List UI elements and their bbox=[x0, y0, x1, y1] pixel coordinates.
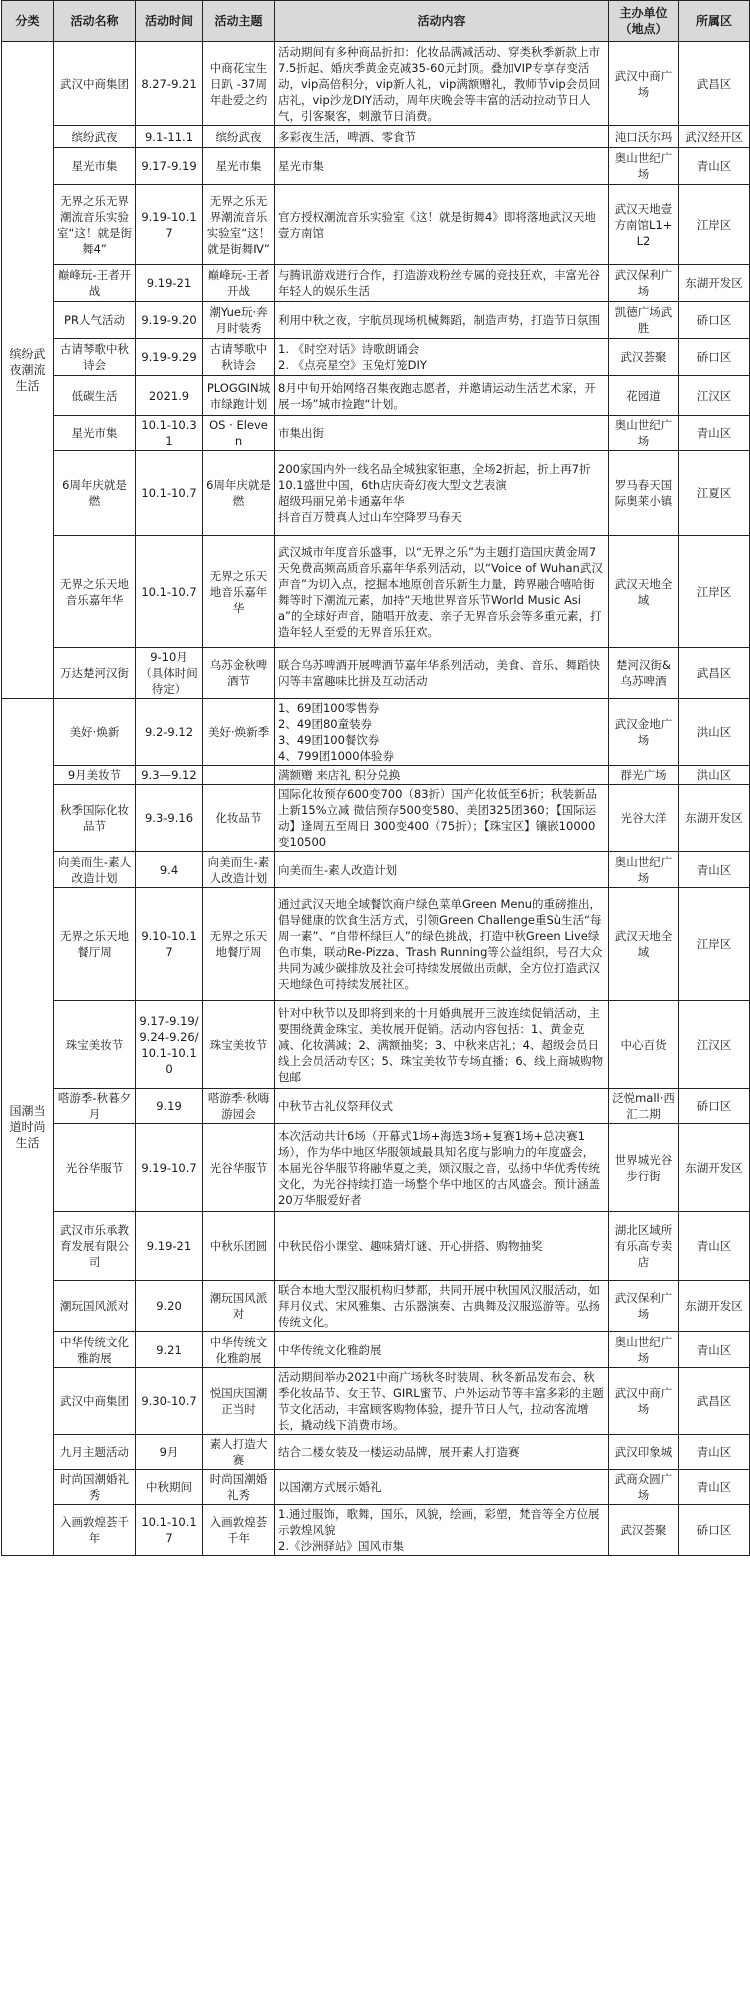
table-row bbox=[2, 1124, 750, 1212]
host-cell: 罗马春天国际奥莱小镇 bbox=[609, 451, 679, 536]
content-line: 与腾讯游戏进行合作，打造游戏粉丝专属的竞技狂欢，丰富光谷年轻人的娱乐生活 bbox=[278, 268, 600, 298]
activity-name-cell: 星光市集 bbox=[54, 416, 136, 451]
host-cell: 武汉金地广场 bbox=[609, 699, 679, 766]
district-cell: 洪山区 bbox=[679, 699, 750, 766]
activity-theme-cell: 中商花宝生日趴 -37周年赴爱之约 bbox=[203, 42, 275, 126]
activity-name-cell: 无界之乐天地音乐嘉年华 bbox=[54, 536, 136, 648]
header-row bbox=[2, 1, 750, 42]
activity-theme-cell: 化妆品节 bbox=[203, 785, 275, 852]
host-cell: 武汉保利广场 bbox=[609, 1281, 679, 1332]
activity-name-cell: 巅峰玩-王者开战 bbox=[54, 265, 136, 302]
activity-theme-cell: 潮Yue玩·奔月时装秀 bbox=[203, 302, 275, 339]
header-content: 活动内容 bbox=[275, 1, 609, 42]
activity-time-cell: 9.3-9.16 bbox=[136, 785, 203, 852]
district-cell: 青山区 bbox=[679, 416, 750, 451]
content-line: 1. 《时空对话》诗歌朗诵会 bbox=[278, 342, 420, 356]
activity-content-cell bbox=[275, 126, 609, 148]
activity-name-cell: 时尚国潮婚礼秀 bbox=[54, 1470, 136, 1505]
activity-theme-cell bbox=[203, 766, 275, 785]
host-cell: 沌口沃尔玛 bbox=[609, 126, 679, 148]
content-line: 200家国内外一线名品全城独家钜惠，全场2折起，折上再7折 bbox=[278, 462, 591, 476]
table-row bbox=[2, 648, 750, 699]
activity-content-cell bbox=[275, 1435, 609, 1470]
activity-name-cell: 古请琴歌中秋诗会 bbox=[54, 339, 136, 376]
header-time: 活动时间 bbox=[136, 1, 203, 42]
table-row bbox=[2, 536, 750, 648]
content-line: 1、69团100零售券 bbox=[278, 701, 380, 715]
district-cell: 武汉经开区 bbox=[679, 126, 750, 148]
district-cell: 青山区 bbox=[679, 148, 750, 185]
activity-content-cell bbox=[275, 766, 609, 785]
activity-name-cell: 中华传统文化雅韵展 bbox=[54, 1332, 136, 1368]
activity-content-cell bbox=[275, 852, 609, 888]
content-line: 向美而生-素人改造计划 bbox=[278, 862, 398, 877]
host-cell: 世界城光谷步行街 bbox=[609, 1124, 679, 1212]
table-row bbox=[2, 302, 750, 339]
activity-time-cell: 10.1-10.7 bbox=[136, 451, 203, 536]
district-cell: 青山区 bbox=[679, 852, 750, 888]
district-cell: 硚口区 bbox=[679, 1089, 750, 1124]
activity-name-cell: 缤纷武夜 bbox=[54, 126, 136, 148]
district-cell: 江汉区 bbox=[679, 376, 750, 416]
activity-theme-cell: 美好·焕新季 bbox=[203, 699, 275, 766]
activity-theme-cell: 星光市集 bbox=[203, 148, 275, 185]
host-cell: 湖北区域所有乐高专卖店 bbox=[609, 1212, 679, 1281]
content-line: 中秋节古礼仪祭拜仪式 bbox=[278, 1099, 393, 1113]
activity-content-cell bbox=[275, 1124, 609, 1212]
content-line: 2. 《点亮星空》玉兔灯笼DIY bbox=[278, 358, 427, 372]
activity-time-cell: 9.10-10.17 bbox=[136, 888, 203, 1001]
table-row bbox=[2, 126, 750, 148]
activity-time-cell: 9.17-9.19 bbox=[136, 148, 203, 185]
activity-name-cell: 珠宝美妆节 bbox=[54, 1001, 136, 1089]
activity-content-cell bbox=[275, 888, 609, 1001]
activity-time-cell: 10.1-10.31 bbox=[136, 416, 203, 451]
table-row bbox=[2, 265, 750, 302]
host-cell: 泛悦mall·西汇二期 bbox=[609, 1089, 679, 1124]
activity-theme-cell: 光谷华服节 bbox=[203, 1124, 275, 1212]
table-row bbox=[2, 185, 750, 265]
table-row bbox=[2, 852, 750, 888]
content-line: 2.《沙洲驿站》国风市集 bbox=[278, 1539, 404, 1553]
activity-theme-cell: 时尚国潮婚礼秀 bbox=[203, 1470, 275, 1505]
host-cell: 武汉天地壹方南馆L1+L2 bbox=[609, 185, 679, 265]
activity-name-cell: 美好·焕新 bbox=[54, 699, 136, 766]
activity-time-cell: 9.21 bbox=[136, 1332, 203, 1368]
activity-name-cell: 嗒游季-秋暮夕月 bbox=[54, 1089, 136, 1124]
category-cell: 国潮当道时尚生活 bbox=[2, 699, 54, 1556]
activity-time-cell: 9.17-9.19/9.24-9.26/10.1-10.10 bbox=[136, 1001, 203, 1089]
host-cell: 奥山世纪广场 bbox=[609, 148, 679, 185]
activity-time-cell: 9.30-10.7 bbox=[136, 1368, 203, 1435]
table-row bbox=[2, 888, 750, 1001]
activity-content-cell bbox=[275, 699, 609, 766]
activity-theme-cell: 入画敦煌荟千年 bbox=[203, 1505, 275, 1556]
activity-time-cell: 9.20 bbox=[136, 1281, 203, 1332]
table-row bbox=[2, 1281, 750, 1332]
activity-content-cell bbox=[275, 376, 609, 416]
table-row bbox=[2, 1435, 750, 1470]
table-row bbox=[2, 339, 750, 376]
activity-theme-cell: 古请琴歌中秋诗会 bbox=[203, 339, 275, 376]
host-cell: 楚河汉街&乌苏啤酒 bbox=[609, 648, 679, 699]
host-cell: 奥山世纪广场 bbox=[609, 1332, 679, 1368]
activity-time-cell: 9-10月（具体时间待定） bbox=[136, 648, 203, 699]
content-line: 本次活动共计6场（开幕式1场+海选3场+复赛1场+总决赛1场），作为华中地区华服领域最具知名度与影响力的年度盛会，本届光谷华服节将融华夏之美，颂汉服之音，弘扬中华优秀传统文化，为光谷持续打造一场整个华中地区的古风盛会。预计涵盖20万华服爱好者 bbox=[278, 1128, 600, 1207]
activity-theme-cell: 珠宝美妆节 bbox=[203, 1001, 275, 1089]
district-cell: 江岸区 bbox=[679, 888, 750, 1001]
activity-time-cell: 2021.9 bbox=[136, 376, 203, 416]
content-line: 中华传统文化雅韵展 bbox=[278, 1342, 382, 1357]
content-line: 4、799团1000体验券 bbox=[278, 749, 395, 763]
activity-time-cell: 中秋期间 bbox=[136, 1470, 203, 1505]
activity-time-cell: 9.19-9.20 bbox=[136, 302, 203, 339]
content-line: 2、49团80童装券 bbox=[278, 717, 373, 731]
host-cell: 武汉印象城 bbox=[609, 1435, 679, 1470]
activity-time-cell: 9月 bbox=[136, 1435, 203, 1470]
activity-content-cell bbox=[275, 302, 609, 339]
activity-content-cell bbox=[275, 339, 609, 376]
table-row bbox=[2, 42, 750, 126]
content-line: 8月中旬开始网络召集夜跑志愿者，并邀请运动生活艺术家，开展一场”城市捡跑“计划。 bbox=[278, 380, 596, 411]
district-cell: 武昌区 bbox=[679, 1368, 750, 1435]
activity-theme-cell: PLOGGIN城市绿跑计划 bbox=[203, 376, 275, 416]
activity-theme-cell: 巅峰玩-王者开战 bbox=[203, 265, 275, 302]
activity-name-cell: 武汉市乐承教育发展有限公司 bbox=[54, 1212, 136, 1281]
table-row bbox=[2, 1212, 750, 1281]
activity-time-cell: 9.19-21 bbox=[136, 1212, 203, 1281]
content-line: 多彩夜生活，啤酒、零食节 bbox=[278, 129, 416, 144]
activity-theme-cell: 向美而生-素人改造计划 bbox=[203, 852, 275, 888]
district-cell: 江岸区 bbox=[679, 185, 750, 265]
table-row bbox=[2, 1089, 750, 1124]
content-line: 1.通过服饰，歌舞，国乐，风貌，绘画，彩塑，梵音等全方位展示敦煌风貌 bbox=[278, 1507, 600, 1537]
activity-name-cell: 6周年庆就是燃 bbox=[54, 451, 136, 536]
table-row bbox=[2, 1001, 750, 1089]
activity-theme-cell: 中秋乐团圆 bbox=[203, 1212, 275, 1281]
district-cell: 东湖开发区 bbox=[679, 1124, 750, 1212]
content-line: 结合二楼女装及一楼运动品牌，展开素人打造赛 bbox=[278, 1445, 520, 1459]
activity-name-cell: 九月主题活动 bbox=[54, 1435, 136, 1470]
header-district: 所属区 bbox=[679, 1, 750, 42]
activity-theme-cell: 素人打造大赛 bbox=[203, 1435, 275, 1470]
table-row bbox=[2, 699, 750, 766]
activity-content-cell bbox=[275, 1089, 609, 1124]
activity-theme-cell: 嗒游季·秋嗨游园会 bbox=[203, 1089, 275, 1124]
host-cell: 武汉荟聚 bbox=[609, 1505, 679, 1556]
content-line: 满额赠 来店礼 积分兑换 bbox=[278, 768, 401, 782]
activity-time-cell: 10.1-10.7 bbox=[136, 536, 203, 648]
content-line: 活动期间举办2021中商广场秋冬时装周、秋冬新品发布会、秋季化妆品节、女王节、GIRL蜜节、户外运动节等丰富多彩的主题节文化活动，丰富顾客购物体验，提升节日人气，拉动客流增长，撬动线下消费市场。 bbox=[278, 1370, 604, 1432]
activity-content-cell bbox=[275, 1470, 609, 1505]
activity-content-cell bbox=[275, 1368, 609, 1435]
header-theme: 活动主题 bbox=[203, 1, 275, 42]
table-row bbox=[2, 766, 750, 785]
content-line: 抖音百万赞真人过山车空降罗马春天 bbox=[278, 510, 462, 524]
activity-name-cell: 无界之乐天地餐厅周 bbox=[54, 888, 136, 1001]
activity-content-cell bbox=[275, 416, 609, 451]
activity-time-cell: 9.19-9.29 bbox=[136, 339, 203, 376]
district-cell: 青山区 bbox=[679, 1212, 750, 1281]
activity-name-cell: 无界之乐无界潮流音乐实验室“这！就是街舞4” bbox=[54, 185, 136, 265]
host-cell: 武汉天地全域 bbox=[609, 888, 679, 1001]
activity-time-cell: 9.19-21 bbox=[136, 265, 203, 302]
activity-theme-cell: 潮玩国风派对 bbox=[203, 1281, 275, 1332]
activity-name-cell: 向美而生-素人改造计划 bbox=[54, 852, 136, 888]
host-cell: 中心百货 bbox=[609, 1001, 679, 1089]
activity-time-cell: 9.3—9.12 bbox=[136, 766, 203, 785]
activity-content-cell bbox=[275, 648, 609, 699]
activity-theme-cell: 悦国庆国潮正当时 bbox=[203, 1368, 275, 1435]
district-cell: 东湖开发区 bbox=[679, 785, 750, 852]
host-cell: 武汉保利广场 bbox=[609, 265, 679, 302]
district-cell: 青山区 bbox=[679, 1332, 750, 1368]
activity-theme-cell: 无界之乐无界潮流音乐实验室“这！就是街舞Ⅳ” bbox=[203, 185, 275, 265]
district-cell: 青山区 bbox=[679, 1470, 750, 1505]
activity-content-cell bbox=[275, 1332, 609, 1368]
activity-name-cell: 9月美妆节 bbox=[54, 766, 136, 785]
table-row bbox=[2, 376, 750, 416]
district-cell: 东湖开发区 bbox=[679, 265, 750, 302]
content-line: 联合乌苏啤酒开展啤酒节嘉年华系列活动，美食、音乐、舞蹈快闪等丰富趣味比拼及互动活动 bbox=[278, 658, 600, 688]
district-cell: 东湖开发区 bbox=[679, 1281, 750, 1332]
table-row bbox=[2, 1332, 750, 1368]
activity-content-cell bbox=[275, 265, 609, 302]
activity-name-cell: 武汉中商集团 bbox=[54, 1368, 136, 1435]
content-line: 10.1盛世中国，6th店庆奇幻夜大型文艺表演 bbox=[278, 478, 507, 492]
district-cell: 江夏区 bbox=[679, 451, 750, 536]
activity-table bbox=[1, 0, 750, 1556]
district-cell: 洪山区 bbox=[679, 766, 750, 785]
header-name: 活动名称 bbox=[54, 1, 136, 42]
host-cell: 武汉中商广场 bbox=[609, 42, 679, 126]
activity-time-cell: 9.1-11.1 bbox=[136, 126, 203, 148]
activity-time-cell: 9.4 bbox=[136, 852, 203, 888]
activity-content-cell bbox=[275, 1281, 609, 1332]
activity-content-cell bbox=[275, 1505, 609, 1556]
table-row bbox=[2, 451, 750, 536]
content-line: 以国潮方式展示婚礼 bbox=[278, 1480, 382, 1494]
host-cell: 奥山世纪广场 bbox=[609, 416, 679, 451]
table-row bbox=[2, 1470, 750, 1505]
district-cell: 硚口区 bbox=[679, 302, 750, 339]
content-line: 市集出街 bbox=[278, 426, 324, 440]
activity-content-cell bbox=[275, 42, 609, 126]
content-line: 通过武汉天地全域餐饮商户绿色菜单Green Menu的重磅推出，倡导健康的饮食生活方式，引领Green Challenge重Sù生活“每周一素”、“自带杯绿巨人”的绿色挑战，打造中秋Green Live绿色市集，联动Re-Pizza、Trash Running等公益组织，号召大众共同为减少碳排放及社会可持续发展做出贡献，全方位打造武汉天地绿色可持续发展社区。 bbox=[278, 897, 603, 991]
content-line: 超级玛丽兄弟卡通嘉年华 bbox=[278, 494, 405, 508]
host-cell: 花园道 bbox=[609, 376, 679, 416]
activity-name-cell: 潮玩国风派对 bbox=[54, 1281, 136, 1332]
activity-name-cell: 光谷华服节 bbox=[54, 1124, 136, 1212]
header-host: 主办单位（地点） bbox=[609, 1, 679, 42]
activity-content-cell bbox=[275, 1212, 609, 1281]
host-cell: 武汉天地全域 bbox=[609, 536, 679, 648]
district-cell: 青山区 bbox=[679, 1435, 750, 1470]
activity-name-cell: 入画敦煌荟千年 bbox=[54, 1505, 136, 1556]
activity-content-cell bbox=[275, 1001, 609, 1089]
content-line: 3、49团100餐饮券 bbox=[278, 733, 380, 747]
activity-time-cell: 9.2-9.12 bbox=[136, 699, 203, 766]
activity-name-cell: 低碳生活 bbox=[54, 376, 136, 416]
activity-time-cell: 8.27-9.21 bbox=[136, 42, 203, 126]
content-line: 利用中秋之夜，宇航员现场机械舞蹈，制造声势，打造节日氛围 bbox=[278, 313, 600, 327]
activity-content-cell bbox=[275, 785, 609, 852]
content-line: 星光市集 bbox=[278, 159, 324, 173]
activity-theme-cell: 6周年庆就是燃 bbox=[203, 451, 275, 536]
activity-content-cell bbox=[275, 536, 609, 648]
activity-name-cell: PR人气活动 bbox=[54, 302, 136, 339]
activity-theme-cell: 无界之乐天地音乐嘉年华 bbox=[203, 536, 275, 648]
content-line: 官方授权潮流音乐实验室《这！就是街舞4》即将落地武汉天地壹方南馆 bbox=[278, 209, 596, 240]
table-row bbox=[2, 148, 750, 185]
district-cell: 江岸区 bbox=[679, 536, 750, 648]
district-cell: 江汉区 bbox=[679, 1001, 750, 1089]
district-cell: 武昌区 bbox=[679, 648, 750, 699]
header-category: 分类 bbox=[2, 1, 54, 42]
host-cell: 武汉荟聚 bbox=[609, 339, 679, 376]
table-body bbox=[2, 42, 750, 1556]
activity-time-cell: 9.19-10.7 bbox=[136, 1124, 203, 1212]
table-row bbox=[2, 416, 750, 451]
content-line: 国际化妆预存600变700（83折）国产化妆低至6折；秋装新品上新15%立减 微信预存500变580、美团325团360；【国际运动】逢周五至周日 300变400（75折）；【珠宝区】镶嵌10000变10500 bbox=[278, 787, 597, 849]
activity-content-cell bbox=[275, 185, 609, 265]
host-cell: 武汉中商广场 bbox=[609, 1368, 679, 1435]
activity-content-cell bbox=[275, 148, 609, 185]
host-cell: 光谷大洋 bbox=[609, 785, 679, 852]
content-line: 武汉城市年度音乐盛事，以“无界之乐”为主题打造国庆黄金周7天免费高频高质音乐嘉年华系列活动，以“Voice of Wuhan武汉声音”为切入点，挖掘本地原创音乐新生力量，跨界融合嘻哈街舞等时下潮流元素，加持“天地世界音乐节World Music Asia”的全球好声音，随唱开放麦、亲子无界音乐会等多重元素，打造年轻人至爱的无界音乐狂欢。 bbox=[278, 544, 603, 639]
content-line: 中秋民俗小课堂、趣味猜灯谜、开心拼搭、购物抽奖 bbox=[278, 1239, 543, 1253]
district-cell: 武昌区 bbox=[679, 42, 750, 126]
host-cell: 凯德广场武胜 bbox=[609, 302, 679, 339]
activity-time-cell: 9.19-10.17 bbox=[136, 185, 203, 265]
table-row bbox=[2, 1368, 750, 1435]
content-line: 活动期间有多种商品折扣：化妆品满减活动、穿类秋季新款上市7.5折起、婚庆季黄金克减35-60元封顶。叠加VIP专享存变活动，vip高倍积分，vip新人礼，vip满额赠礼，教师节vip会员回店礼，vip沙龙DIY活动，周年庆晚会等丰富的活动拉动节日人气，引客聚客，刺激节日消费。 bbox=[278, 44, 601, 123]
host-cell: 武商众圆广场 bbox=[609, 1470, 679, 1505]
activity-time-cell: 9.19 bbox=[136, 1089, 203, 1124]
activity-name-cell: 万达楚河汉街 bbox=[54, 648, 136, 699]
district-cell: 硚口区 bbox=[679, 339, 750, 376]
activity-name-cell: 秋季国际化妆品节 bbox=[54, 785, 136, 852]
activity-theme-cell: 中华传统文化雅韵展 bbox=[203, 1332, 275, 1368]
activity-name-cell: 星光市集 bbox=[54, 148, 136, 185]
host-cell: 奥山世纪广场 bbox=[609, 852, 679, 888]
activity-name-cell: 武汉中商集团 bbox=[54, 42, 136, 126]
table-row bbox=[2, 785, 750, 852]
activity-theme-cell: OS · Eleven bbox=[203, 416, 275, 451]
district-cell: 硚口区 bbox=[679, 1505, 750, 1556]
activity-time-cell: 10.1-10.17 bbox=[136, 1505, 203, 1556]
content-line: 联合本地大型汉服机构归梦都，共同开展中秋国风汉服活动，如拜月仪式、宋风雅集、古乐器演奏、古典舞及汉服巡游等。弘扬传统文化。 bbox=[278, 1283, 600, 1329]
category-cell: 缤纷武夜潮流生活 bbox=[2, 42, 54, 699]
content-line: 针对中秋节以及即将到来的十月婚典展开三波连续促销活动，主要围绕黄金珠宝、美妆展开促销。活动内容包括：1、黄金克减、化妆满减；2、满额抽奖；3、中秋来店礼；4、超级会员日线上会员活动专区；5、珠宝美妆节专场直播；6、线上商城购物包邮 bbox=[278, 1005, 604, 1084]
activity-content-cell bbox=[275, 451, 609, 536]
host-cell: 群光广场 bbox=[609, 766, 679, 785]
table-row bbox=[2, 1505, 750, 1556]
activity-theme-cell: 乌苏金秋啤酒节 bbox=[203, 648, 275, 699]
activity-theme-cell: 无界之乐天地餐厅周 bbox=[203, 888, 275, 1001]
activity-theme-cell: 缤纷武夜 bbox=[203, 126, 275, 148]
